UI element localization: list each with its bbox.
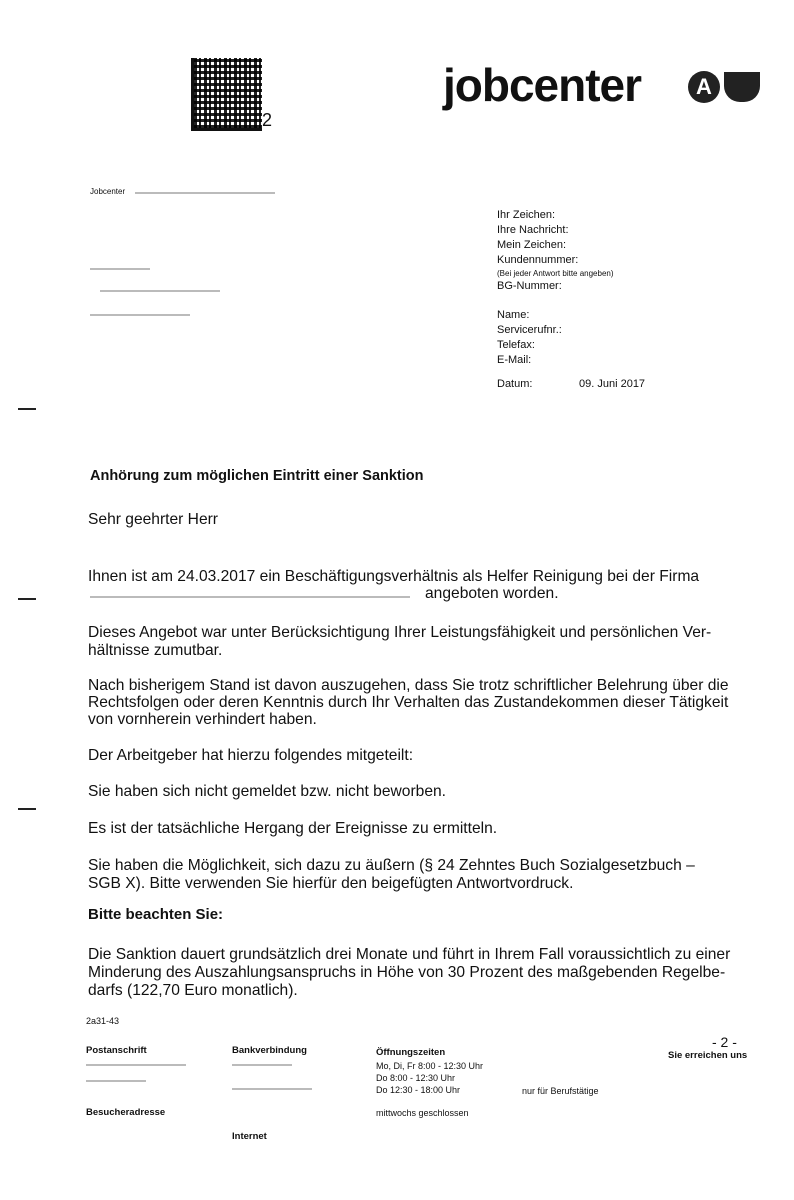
label-ihre-nachricht: Ihre Nachricht: [497, 224, 569, 236]
paragraph-line: Sie haben die Möglichkeit, sich dazu zu äußern (§ 24 Zehntes Buch Sozialgesetzbuch – [88, 857, 695, 874]
label-bg-nummer: BG-Nummer: [497, 280, 562, 292]
fold-mark [18, 808, 36, 810]
label-name: Name: [497, 309, 530, 321]
agency-logo-icon: A [688, 71, 720, 103]
hours-note: nur für Berufstätige [522, 1086, 599, 1096]
oeffnungszeiten-label: Öffnungszeiten [376, 1047, 446, 1058]
paragraph-line: Der Arbeitgeber hat hierzu folgendes mitgeteilt: [88, 747, 414, 764]
paragraph-line: SGB X). Bitte verwenden Sie hierfür den beigefügten Antwortvordruck. [88, 875, 574, 892]
paragraph-line: Rechtsfolgen oder deren Kenntnis durch Ihr Verhalten das Zustandekommen dieser Tätigkeit [88, 694, 729, 711]
paragraph-line: angeboten worden. [425, 585, 559, 602]
closed-note: mittwochs geschlossen [376, 1108, 469, 1118]
paragraph-line: Die Sanktion dauert grundsätzlich drei Monate und führt in Ihrem Fall voraussichtlich zu einer [88, 946, 731, 963]
paragraph-line: darfs (122,70 Euro monatlich). [88, 982, 298, 999]
paragraph-line: hältnisse zumutbar. [88, 642, 223, 659]
postanschrift-label: Postanschrift [86, 1045, 147, 1056]
bankverbindung-label: Bankverbindung [232, 1045, 307, 1056]
fold-mark [18, 408, 36, 410]
greeting: Sehr geehrter Herr [88, 511, 219, 528]
paragraph-line: Ihnen ist am 24.03.2017 ein Beschäftigungsverhältnis als Helfer Reinigung bei der Firma [88, 568, 700, 585]
notice-heading: Bitte beachten Sie: [88, 906, 224, 923]
internet-label: Internet [232, 1131, 267, 1142]
label-telefax: Telefax: [497, 339, 535, 351]
jobcenter-logo: jobcenter [443, 59, 642, 111]
date-value: 09. Juni 2017 [579, 378, 646, 390]
sender-line: Jobcenter [90, 187, 126, 196]
paragraph-line: Nach bisherigem Stand ist davon auszugehen, dass Sie trotz schriftlicher Belehrung über die [88, 677, 729, 694]
page-marker: 2 [262, 110, 273, 130]
city-crest-icon [724, 72, 760, 102]
paragraph-line: Dieses Angebot war unter Berücksichtigung Ihrer Leistungsfähigkeit und persönlichen Ver- [88, 624, 712, 641]
hours-line: Mo, Di, Fr 8:00 - 12:30 Uhr [376, 1061, 484, 1071]
contact-label: Sie erreichen uns [668, 1050, 748, 1061]
label-email: E-Mail: [497, 354, 532, 366]
paragraph-line: Minderung des Auszahlungsanspruchs in Höhe von 30 Prozent des maßgebenden Regelbe- [88, 964, 726, 981]
form-code: 2a31-43 [86, 1016, 120, 1026]
datamatrix-code [191, 58, 262, 131]
besucheradresse-label: Besucheradresse [86, 1107, 166, 1118]
paragraph-line: Es ist der tatsächliche Hergang der Ereignisse zu ermitteln. [88, 820, 498, 837]
label-mein-zeichen: Mein Zeichen: [497, 239, 567, 251]
label-kundennummer: Kundennummer: [497, 254, 579, 266]
label-ihr-zeichen: Ihr Zeichen: [497, 209, 556, 221]
hours-line: Do 8:00 - 12:30 Uhr [376, 1073, 456, 1083]
paragraph-line: Sie haben sich nicht gemeldet bzw. nicht beworben. [88, 783, 447, 800]
letter-subject: Anhörung zum möglichen Eintritt einer Sanktion [90, 468, 424, 484]
page-number: - 2 - [712, 1034, 737, 1050]
hours-line: Do 12:30 - 18:00 Uhr [376, 1085, 461, 1095]
label-datum: Datum: [497, 378, 533, 390]
fold-mark [18, 598, 36, 600]
paragraph-line: von vornherein verhindert haben. [88, 711, 317, 728]
label-servicerufnr: Servicerufnr.: [497, 324, 562, 336]
answer-hint: (Bei jeder Antwort bitte angeben) [497, 269, 614, 278]
